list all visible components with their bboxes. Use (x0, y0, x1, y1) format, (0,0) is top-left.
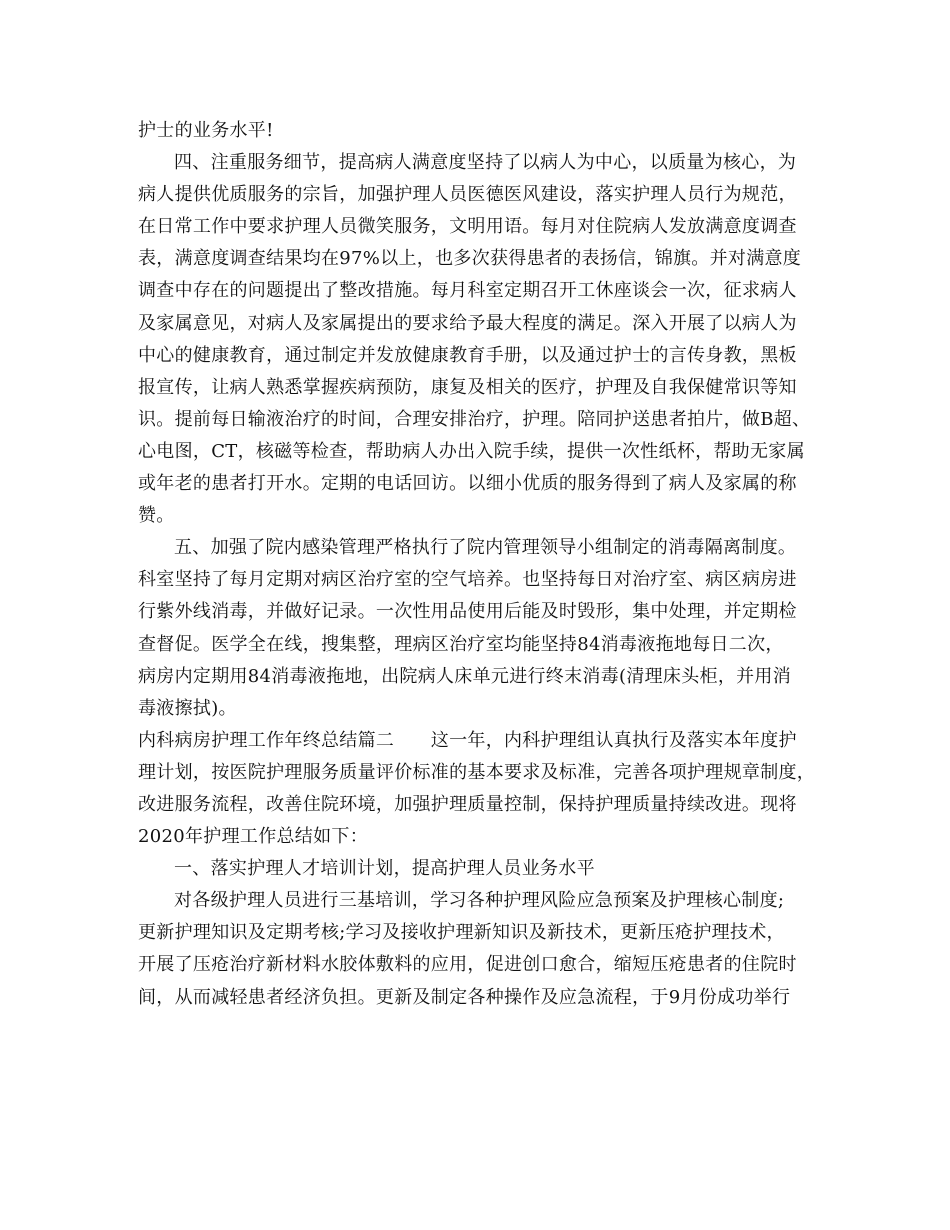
text-line: 识。提前每日输液治疗的时间，合理安排治疗，护理。陪同护送患者拍片，做B超、 (138, 408, 811, 430)
text-line: 及家属意见，对病人及家属提出的要求给予最大程度的满足。深入开展了以病人为 (138, 312, 797, 334)
text-line: 内科病房护理工作年终总结篇二 这一年，内科护理组认真执行及落实本年度护 (138, 729, 797, 751)
text-line: 行紫外线消毒，并做好记录。一次性用品使用后能及时毁形，集中处理，并定期检 (138, 601, 797, 623)
text-line: 更新护理知识及定期考核;学习及接收护理新知识及新技术，更新压疮护理技术， (138, 922, 785, 944)
text-line: 四、注重服务细节，提高病人满意度坚持了以病人为中心，以质量为核心，为 (174, 152, 797, 174)
text-line: 赞。 (138, 505, 175, 527)
text-line: 改进服务流程，改善住院环境，加强护理质量控制，保持护理质量持续改进。现将 (138, 793, 797, 815)
text-line: 开展了压疮治疗新材料水胶体敷料的应用，促进创口愈合，缩短压疮患者的住院时 (138, 954, 797, 976)
text-line: 中心的健康教育，通过制定并发放健康教育手册，以及通过护士的言传身教，黑板 (138, 344, 797, 366)
text-line: 心电图，CT，核磁等检查，帮助病人办出入院手续，提供一次性纸杯，帮助无家属 (138, 440, 805, 462)
text-line: 病房内定期用84消毒液拖地，出院病人床单元进行终末消毒(清理床头柜，并用消 (138, 665, 792, 687)
text-line: 2020年护理工作总结如下： (138, 826, 369, 848)
text-line: 查督促。医学全在线，搜集整，理病区治疗室均能坚持84消毒液拖地每日二次， (138, 633, 784, 655)
document-body (138, 115, 838, 1014)
text-line: 一、落实护理人才培训计划，提高护理人员业务水平 (174, 858, 595, 880)
text-line: 表，满意度调查结果均在97%以上，也多次获得患者的表扬信，锦旗。并对满意度 (138, 248, 802, 270)
text-line: 理计划，按医院护理服务质量评价标准的基本要求及标准，完善各项护理规章制度， (138, 761, 816, 783)
text-line: 对各级护理人员进行三基培训，学习各种护理风险应急预案及护理核心制度; (174, 890, 785, 912)
text-line: 护士的业务水平! (138, 120, 274, 141)
text-line: 五、加强了院内感染管理严格执行了院内管理领导小组制定的消毒隔离制度。 (174, 537, 797, 559)
text-line: 报宣传，让病人熟悉掌握疾病预防，康复及相关的医疗，护理及自我保健常识等知 (138, 376, 797, 398)
text-line: 间，从而减轻患者经济负担。更新及制定各种操作及应急流程，于9月份成功举行 (138, 986, 791, 1008)
text-line: 科室坚持了每月定期对病区治疗室的空气培养。也坚持每日对治疗室、病区病房进 (138, 569, 797, 591)
text-line: 病人提供优质服务的宗旨，加强护理人员医德医风建设，落实护理人员行为规范， (138, 184, 797, 206)
text-line: 调查中存在的问题提出了整改措施。每月科室定期召开工休座谈会一次，征求病人 (138, 280, 797, 302)
text-line: 在日常工作中要求护理人员微笑服务，文明用语。每月对住院病人发放满意度调查 (138, 216, 797, 238)
text-line: 或年老的患者打开水。定期的电话回访。以细小优质的服务得到了病人及家属的称 (138, 473, 797, 495)
text-line: 毒液擦拭)。 (138, 697, 237, 719)
